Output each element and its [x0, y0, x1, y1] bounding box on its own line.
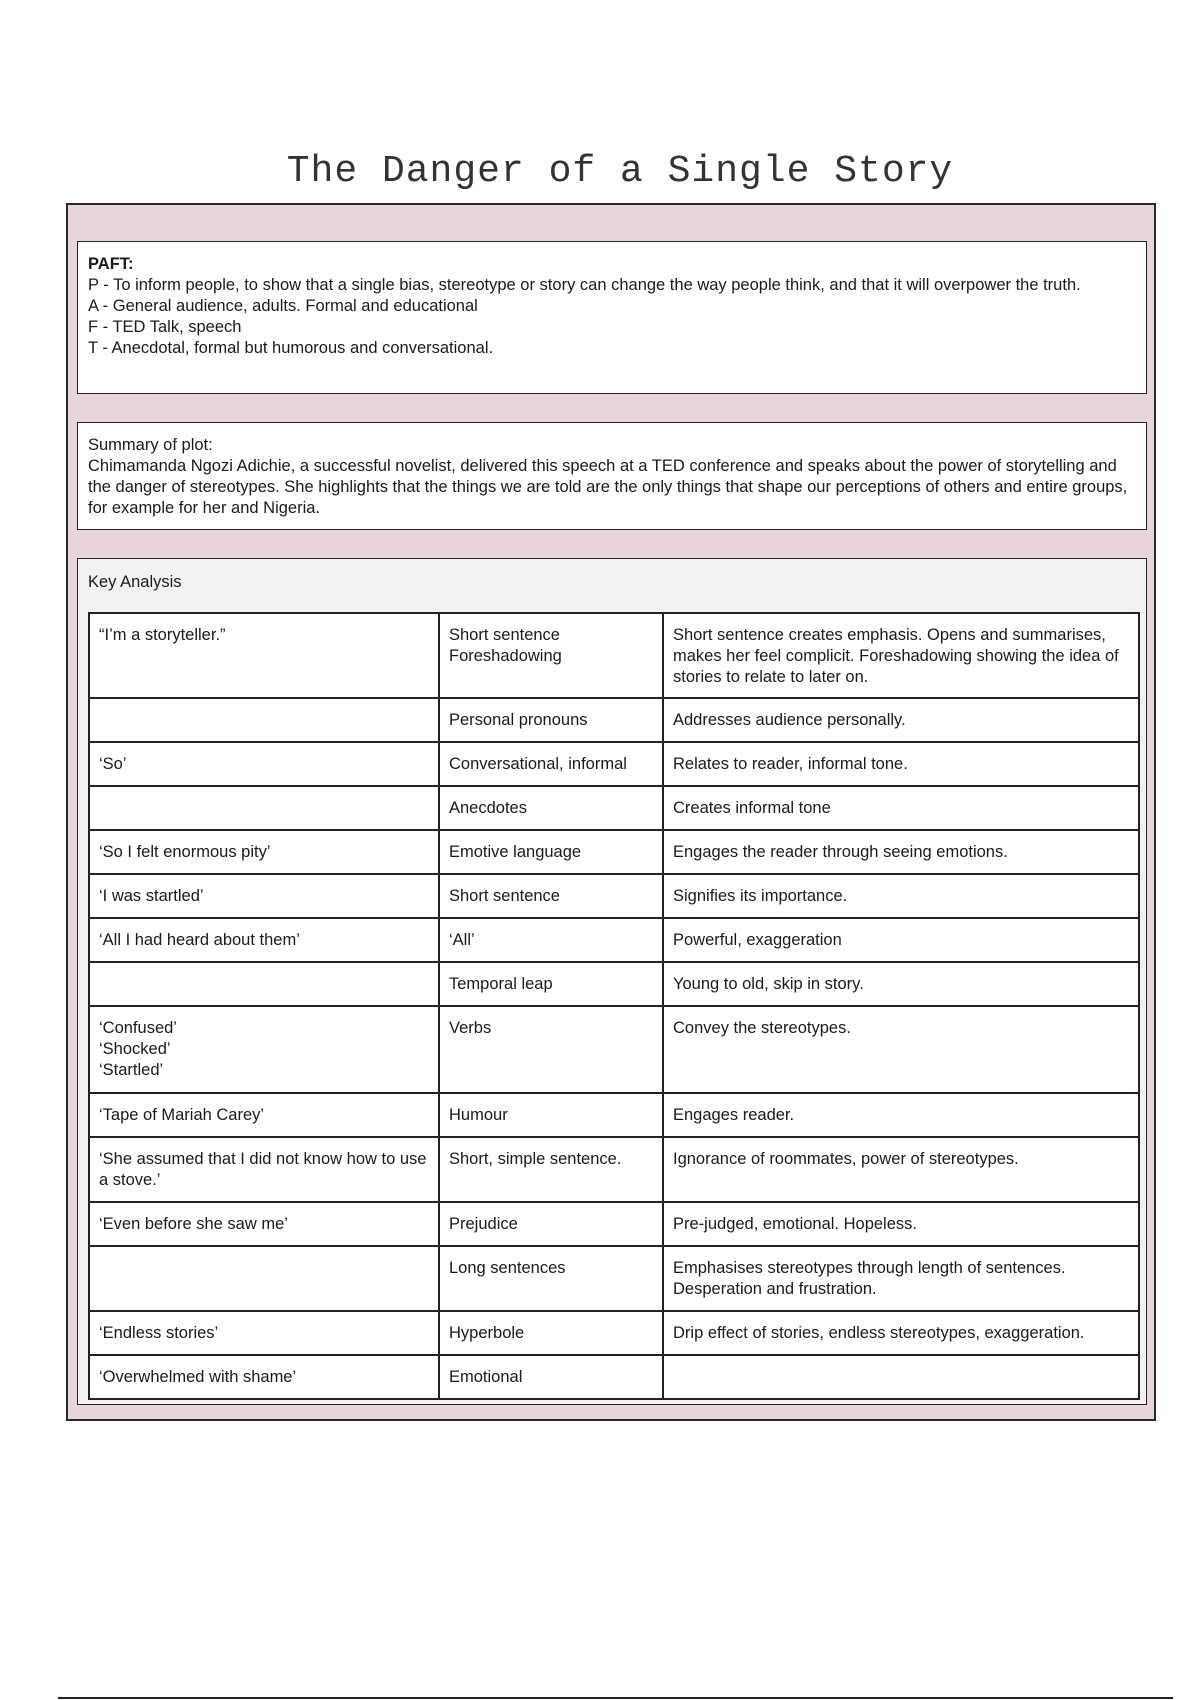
quote-cell — [89, 1246, 439, 1311]
technique-cell: Personal pronouns — [439, 698, 663, 742]
table-row — [89, 613, 1139, 698]
quote-cell: ‘Tape of Mariah Carey’ — [89, 1093, 439, 1137]
quote-cell: ‘Confused’ ‘Shocked’ ‘Startled’ — [89, 1006, 439, 1093]
technique-cell: Conversational, informal — [439, 742, 663, 786]
table-row — [89, 1202, 1139, 1246]
page-bottom-rule — [58, 1697, 1173, 1699]
effect-cell: Creates informal tone — [663, 786, 1139, 830]
page-title: The Danger of a Single Story — [286, 150, 954, 193]
effect-cell: Relates to reader, informal tone. — [663, 742, 1139, 786]
effect-cell: Short sentence creates emphasis. Opens and summarises, makes her feel complicit. Foreshadowing showing the idea of stories to relate to later on. — [663, 613, 1139, 698]
table-row — [89, 830, 1139, 874]
technique-cell: Verbs — [439, 1006, 663, 1093]
technique-cell: Temporal leap — [439, 962, 663, 1006]
effect-cell: Powerful, exaggeration — [663, 918, 1139, 962]
paft-heading: PAFT: — [88, 255, 134, 273]
effect-cell: Engages reader. — [663, 1093, 1139, 1137]
summary-heading: Summary of plot: — [88, 436, 213, 454]
technique-cell: Hyperbole — [439, 1311, 663, 1355]
effect-cell: Pre-judged, emotional. Hopeless. — [663, 1202, 1139, 1246]
paft-box — [77, 241, 1147, 394]
table-row — [89, 874, 1139, 918]
table-row — [89, 1355, 1139, 1399]
technique-cell: Long sentences — [439, 1246, 663, 1311]
paft-form: F - TED Talk, speech — [88, 318, 242, 336]
effect-cell: Signifies its importance. — [663, 874, 1139, 918]
quote-cell: ‘I was startled’ — [89, 874, 439, 918]
effect-cell: Emphasises stereotypes through length of sentences. Desperation and frustration. — [663, 1246, 1139, 1311]
table-row — [89, 1137, 1139, 1202]
table-row — [89, 962, 1139, 1006]
quote-cell: ‘All I had heard about them’ — [89, 918, 439, 962]
paft-tone: T - Anecdotal, formal but humorous and conversational. — [88, 339, 494, 357]
effect-cell — [663, 1355, 1139, 1399]
table-row — [89, 1311, 1139, 1355]
table-row — [89, 918, 1139, 962]
effect-cell: Convey the stereotypes. — [663, 1006, 1139, 1093]
technique-cell: Prejudice — [439, 1202, 663, 1246]
quote-cell — [89, 698, 439, 742]
quote-cell: “I’m a storyteller.” — [89, 613, 439, 698]
technique-cell: Humour — [439, 1093, 663, 1137]
quote-cell: ‘Overwhelmed with shame’ — [89, 1355, 439, 1399]
effect-cell: Ignorance of roommates, power of stereotypes. — [663, 1137, 1139, 1202]
technique-cell: Short sentence — [439, 874, 663, 918]
table-row — [89, 1093, 1139, 1137]
quote-cell: ‘So I felt enormous pity’ — [89, 830, 439, 874]
paft-audience: A - General audience, adults. Formal and educational — [88, 297, 478, 315]
quote-cell: ‘She assumed that I did not know how to use a stove.’ — [89, 1137, 439, 1202]
key-analysis-section — [77, 558, 1147, 1405]
technique-cell: Emotional — [439, 1355, 663, 1399]
table-row — [89, 1006, 1139, 1093]
quote-cell: ‘Even before she saw me’ — [89, 1202, 439, 1246]
technique-cell: Anecdotes — [439, 786, 663, 830]
technique-cell: Short, simple sentence. — [439, 1137, 663, 1202]
technique-cell: Emotive language — [439, 830, 663, 874]
table-row — [89, 1246, 1139, 1311]
key-analysis-table — [88, 612, 1140, 1400]
quote-cell — [89, 962, 439, 1006]
technique-cell: Short sentence Foreshadowing — [439, 613, 663, 698]
effect-cell: Drip effect of stories, endless stereotypes, exaggeration. — [663, 1311, 1139, 1355]
effect-cell: Young to old, skip in story. — [663, 962, 1139, 1006]
table-row — [89, 698, 1139, 742]
quote-cell: ‘Endless stories’ — [89, 1311, 439, 1355]
key-analysis-heading: Key Analysis — [88, 573, 182, 591]
quote-cell: ‘So’ — [89, 742, 439, 786]
quote-cell — [89, 786, 439, 830]
worksheet-frame — [66, 203, 1156, 1421]
summary-text: Chimamanda Ngozi Adichie, a successful novelist, delivered this speech at a TED conference and speaks about the power of storytelling and the danger of stereotypes. She highlights that the things we are told are the only things that shape our perceptions of others and entire groups, for example for her and Nigeria. — [88, 457, 1128, 517]
effect-cell: Engages the reader through seeing emotions. — [663, 830, 1139, 874]
effect-cell: Addresses audience personally. — [663, 698, 1139, 742]
table-row — [89, 786, 1139, 830]
paft-purpose: P - To inform people, to show that a single bias, stereotype or story can change the way people think, and that it will overpower the truth. — [88, 276, 1081, 294]
technique-cell: ‘All’ — [439, 918, 663, 962]
table-row — [89, 742, 1139, 786]
summary-box — [77, 422, 1147, 530]
